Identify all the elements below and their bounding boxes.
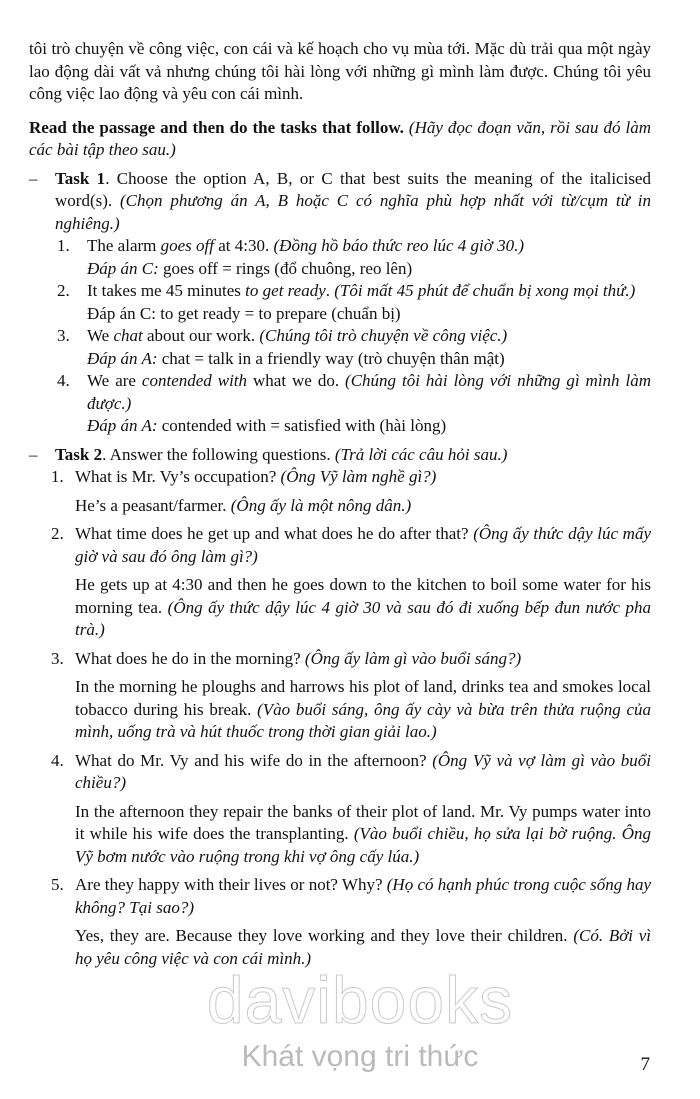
item-number: 3. [51,648,64,668]
task-1-item [57,325,651,370]
question-text: what we do. [247,371,340,390]
question-text: What does he do in the morning? [75,648,301,668]
question-italic-word: chat [113,326,143,345]
answer-text: In the afternoon they repair the banks of their plot of land. Mr. Vy pumps water into it while his wife does the transplanting. [75,801,651,843]
watermark [150,965,570,1075]
item-question [75,874,651,919]
item-answer [75,925,651,970]
answer-translation: (Vào buổi sáng, ông ấy cày và bừa trên thửa ruộng của mình, uống trà và hút thuốc trong thời gian giải lao.) [75,699,651,741]
answer-text: He’s a peasant/farmer. [75,495,227,515]
answer-translation: (Ông ấy là một nông dân.) [230,495,412,515]
answer-label: Đáp án C: [87,303,156,323]
item-question [87,325,651,348]
question-text: The alarm [87,236,161,255]
question-italic-word: goes off [160,236,214,255]
task-2-prompt-text: . Answer the following questions. [102,444,331,464]
item-number: 5. [51,875,64,894]
document-page [29,38,651,976]
task-1-item [57,370,651,438]
task-1-prompt-translation: (Chọn phương án A, B hoặc C có nghĩa phù hợp nhất với từ/cụm từ in nghiêng.) [55,191,651,233]
item-question [75,750,651,795]
item-answer [75,574,651,642]
intro-paragraph: tôi trò chuyện về công việc, con cái và kế hoạch cho vụ mùa tới. Mặc dù trải qua một ngày lao động dài vất vả nhưng chúng tôi hài lòng với những gì mình làm được. Chúng tôi yêu công việc lao động và yêu con cái mình. [29,39,651,103]
question-translation: (Họ có hạnh phúc trong cuộc sống hay không? Tại sao?) [75,875,651,917]
item-number: 4. [57,371,70,390]
question-translation: (Ông Vỹ và vợ làm gì vào buổi chiều?) [75,750,652,792]
answer-text: chat = talk in a friendly way (trò chuyện thân mật) [157,348,505,368]
task-1-item [57,235,651,280]
answer-translation: (Có. Bởi vì họ yêu công việc và con cái mình.) [75,926,652,968]
question-text: about our work. [142,326,256,345]
task-1-dash: – [29,168,38,188]
item-answer [87,258,651,281]
task-2-list [51,466,651,970]
question-text: What do Mr. Vy and his wife do in the afternoon? [75,750,427,770]
task-2-item [51,648,651,744]
item-number: 2. [51,524,64,543]
instruction-bold: Read the passage and then do the tasks that follow. [29,117,404,137]
watermark-brand: davibooks [206,963,514,1037]
task-1 [29,168,651,236]
watermark-slogan: Khát vọng tri thức [241,1040,479,1073]
question-italic-word: contended with [141,371,248,390]
task-2-item [51,874,651,970]
answer-text: Yes, they are. Because they love working and they love their children. [75,926,568,945]
answer-text: goes off = rings (đổ chuông, reo lên) [158,258,413,278]
task-2-dash: – [29,444,38,464]
question-translation: (Chúng tôi trò chuyện về công việc.) [259,326,508,345]
question-text: What is Mr. Vy’s occupation? [75,467,277,486]
item-number: 2. [57,281,70,300]
question-translation: (Tôi mất 45 phút để chuẩn bị xong mọi thứ.) [334,281,636,300]
answer-label: Đáp án C: [87,258,159,278]
task-2 [29,444,651,467]
question-text: It takes me 45 minutes [87,281,246,300]
item-answer [75,495,651,518]
task-2-item [51,523,651,642]
task-2-prompt [55,444,651,467]
item-answer [87,348,651,371]
question-translation: (Ông ấy thức dậy lúc mấy giờ và sau đó ông làm gì?) [75,524,651,566]
question-text: at 4:30. [214,236,270,255]
item-question [87,235,651,258]
question-text: What time does he get up and what does he do after that? [75,524,469,543]
answer-text: contended with = satisfied with (hài lòng) [157,416,447,435]
item-number: 3. [57,326,70,345]
item-question [87,280,651,303]
item-question [75,523,651,568]
task-1-list [57,235,651,438]
task-1-prompt-text: . Choose the option A, B, or C that best suits the meaning of the italicised word(s). [55,168,651,210]
answer-text: In the morning he ploughs and harrows his plot of land, drinks tea and smokes local tobacco during his break. [75,677,651,719]
item-number: 4. [51,750,64,770]
task-2-prompt-translation: (Trả lời các câu hỏi sau.) [334,444,508,464]
answer-label: Đáp án A: [87,416,158,435]
answer-translation: (Vào buổi chiều, họ sửa lại bờ ruộng. Ông Vỹ bơm nước vào ruộng trong khi vợ ông cấy lúa.) [75,824,652,866]
question-text: . [325,281,330,300]
answer-text: to get ready = to prepare (chuẩn bị) [155,303,401,323]
item-answer [75,676,651,744]
item-answer [75,801,651,869]
page-number: 7 [640,1054,650,1075]
task-1-prompt [55,168,651,236]
item-answer [87,303,651,326]
task-2-item [51,750,651,869]
question-text: We are [87,371,142,390]
task-1-item [57,280,651,325]
task-2-item [51,466,651,517]
question-translation: (Chúng tôi hài lòng với những gì mình làm được.) [87,371,652,413]
item-question [75,466,651,489]
item-question [75,648,651,671]
item-number: 1. [51,467,64,486]
item-question [87,370,651,415]
task-1-label: Task 1 [55,168,106,188]
question-translation: (Ông ấy làm gì vào buổi sáng?) [304,648,522,668]
task-2-label: Task 2 [55,444,103,464]
item-number: 1. [57,236,70,255]
question-translation: (Ông Vỹ làm nghề gì?) [280,467,437,486]
question-translation: (Đồng hồ báo thức reo lúc 4 giờ 30.) [273,236,524,255]
answer-text: He gets up at 4:30 and then he goes down to the kitchen to boil some water for his morning tea. [75,575,651,617]
answer-translation: (Ông ấy thức dậy lúc 4 giờ 30 và sau đó đi xuống bếp đun nước pha trà.) [75,597,652,639]
question-italic-word: to get ready [245,281,326,300]
question-text: We [87,326,114,345]
answer-label: Đáp án A: [87,348,158,368]
question-text: Are they happy with their lives or not? Why? [75,875,383,894]
instruction-translation: (Hãy đọc đoạn văn, rồi sau đó làm các bài tập theo sau.) [29,117,652,159]
item-answer [87,415,651,438]
instruction [29,117,651,162]
